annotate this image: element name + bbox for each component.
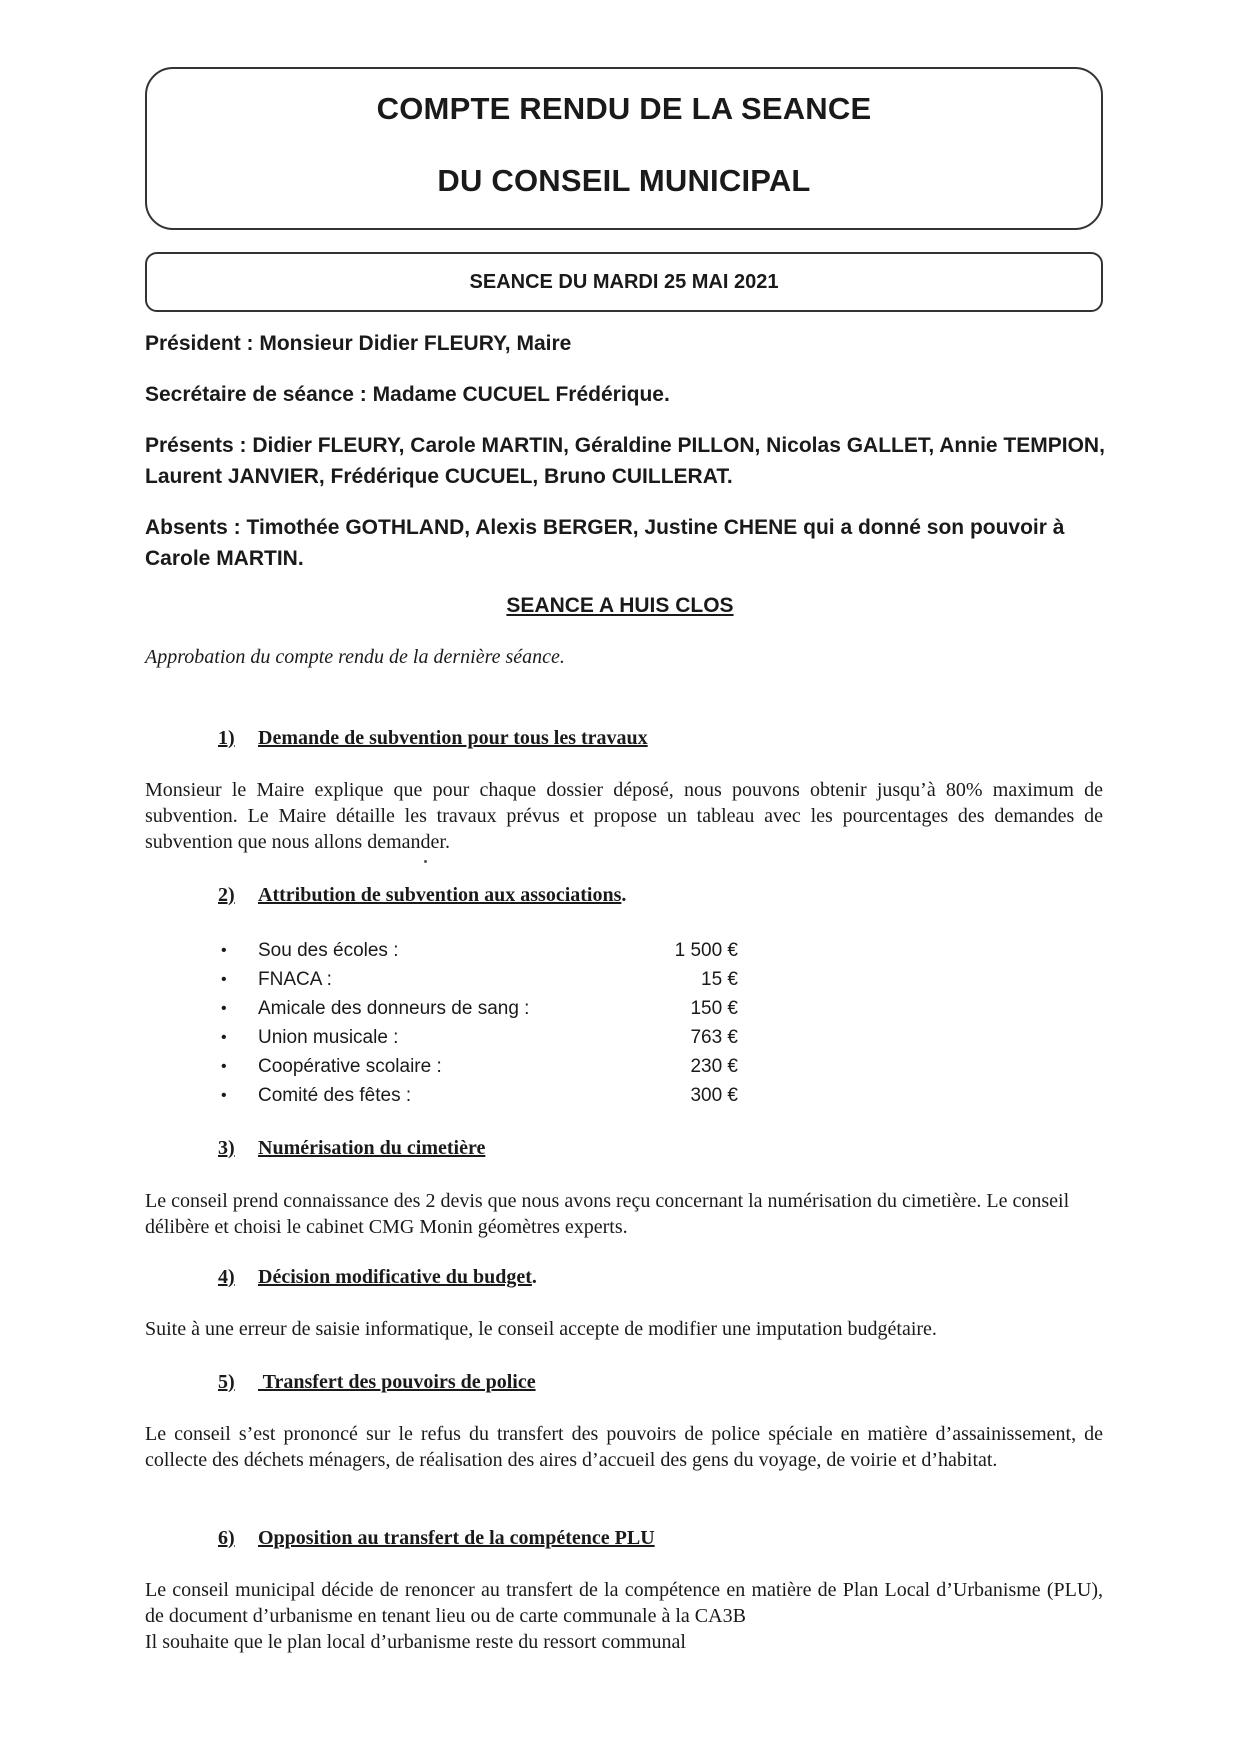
item-number: 2) [218,884,235,906]
bullet-icon: • [221,971,227,988]
subsidy-name: Coopérative scolaire : [258,1056,442,1077]
item-title: Décision modificative du budget [258,1266,532,1288]
subsidy-amount: 763 € [690,1027,738,1048]
bullet-icon: • [221,1029,227,1046]
present-label: Présents : [145,434,247,457]
item-title: Opposition au transfert de la compétence PLU [258,1527,655,1549]
subsidy-amount: 1 500 € [674,940,738,961]
item-heading-2 [218,884,626,907]
secretary-value: Madame CUCUEL Frédérique. [366,383,670,406]
bullet-icon: • [221,942,227,959]
bullet-icon: • [221,1087,227,1104]
president-line [145,328,1105,359]
bullet-icon: • [221,1058,227,1075]
item-body-3: Le conseil prend connaissance des 2 devis que nous avons reçu concernant la numérisation du cimetière. Le conseil délibère et choisi le cabinet CMG Monin géomètres experts. [145,1190,1070,1238]
president-value: Monsieur Didier FLEURY, Maire [253,332,572,355]
absent-line [145,512,1105,574]
session-date-box [145,252,1103,312]
item-number: 4) [218,1266,235,1288]
item-number: 5) [218,1371,235,1393]
document-title-line-2: DU CONSEIL MUNICIPAL [437,163,811,198]
absent-value: Timothée GOTHLAND, Alexis BERGER, Justine CHENE qui a donné son pouvoir à Carole MARTIN. [145,516,1065,570]
item-trailing: . [621,884,627,906]
item-heading-5 [218,1371,536,1394]
list-item [218,1081,738,1110]
subsidy-amount: 15 € [701,969,738,990]
subsidy-name: Union musicale : [258,1027,399,1048]
item-title: Transfert des pouvoirs de police [258,1371,536,1393]
item-body-4: Suite à une erreur de saisie informatique, le conseil accepte de modifier une imputation budgétaire. [145,1318,937,1340]
item-body-1: Monsieur le Maire explique que pour chaque dossier déposé, nous pouvons obtenir jusqu’à 80% maximum de subvention. Le Maire détaille les travaux prévus et propose un tableau avec les pourcentages des demandes de subvention que nous allons demander. [145,779,1103,853]
subsidy-name: Comité des fêtes : [258,1085,412,1106]
item-heading-6 [218,1527,655,1550]
list-item [218,1023,738,1052]
item-number: 1) [218,727,235,749]
item-body-5: Le conseil s’est prononcé sur le refus du transfert des pouvoirs de police spéciale en matière d’assainissement, de collecte des déchets ménagers, de réalisation des aires d’accueil des gens du voyage, de voirie et d’habitat. [145,1423,1103,1471]
item-title: Numérisation du cimetière [258,1137,486,1159]
subsidy-amount: 150 € [690,998,738,1019]
present-line [145,430,1105,492]
title-box [145,67,1103,230]
present-value: Didier FLEURY, Carole MARTIN, Géraldine PILLON, Nicolas GALLET, Annie TEMPION, Laurent JANVIER, Frédérique CUCUEL, Bruno CUILLERAT. [145,434,1105,488]
list-item [218,994,738,1023]
subsidy-amount: 230 € [690,1056,738,1077]
subsidy-name: FNACA : [258,969,332,990]
subsidy-name: Sou des écoles : [258,940,399,961]
document-title-line-1: COMPTE RENDU DE LA SEANCE [376,91,872,126]
item-heading-4 [218,1266,537,1289]
subsidy-amount: 300 € [690,1085,738,1106]
item-number: 3) [218,1137,235,1159]
subsidy-list [218,936,738,1110]
stray-mark [424,860,427,863]
item-heading-1 [218,727,648,750]
item-body-6: Le conseil municipal décide de renoncer au transfert de la compétence en matière de Plan Local d’Urbanisme (PLU), de document d’urbanisme en tenant lieu ou de carte communale à la CA3B [145,1579,1103,1627]
secretary-label: Secrétaire de séance : [145,383,367,406]
list-item [218,1052,738,1081]
approval-note: Approbation du compte rendu de la dernière séance. [145,646,565,668]
item-heading-3 [218,1137,485,1160]
session-type-heading: SEANCE A HUIS CLOS [506,594,734,617]
item-body-6-second: Il souhaite que le plan local d’urbanisme reste du ressort communal [145,1631,686,1653]
item-number: 6) [218,1527,235,1549]
president-label: Président : [145,332,254,355]
list-item [218,936,738,965]
item-trailing: . [531,1266,537,1288]
session-date: SEANCE DU MARDI 25 MAI 2021 [469,271,779,293]
absent-label: Absents : [145,516,241,539]
item-title: Attribution de subvention aux associations [258,884,622,906]
subsidy-name: Amicale des donneurs de sang : [258,998,530,1019]
secretary-line [145,379,1105,410]
list-item [218,965,738,994]
item-title: Demande de subvention pour tous les travaux [258,727,648,749]
bullet-icon: • [221,1000,227,1017]
